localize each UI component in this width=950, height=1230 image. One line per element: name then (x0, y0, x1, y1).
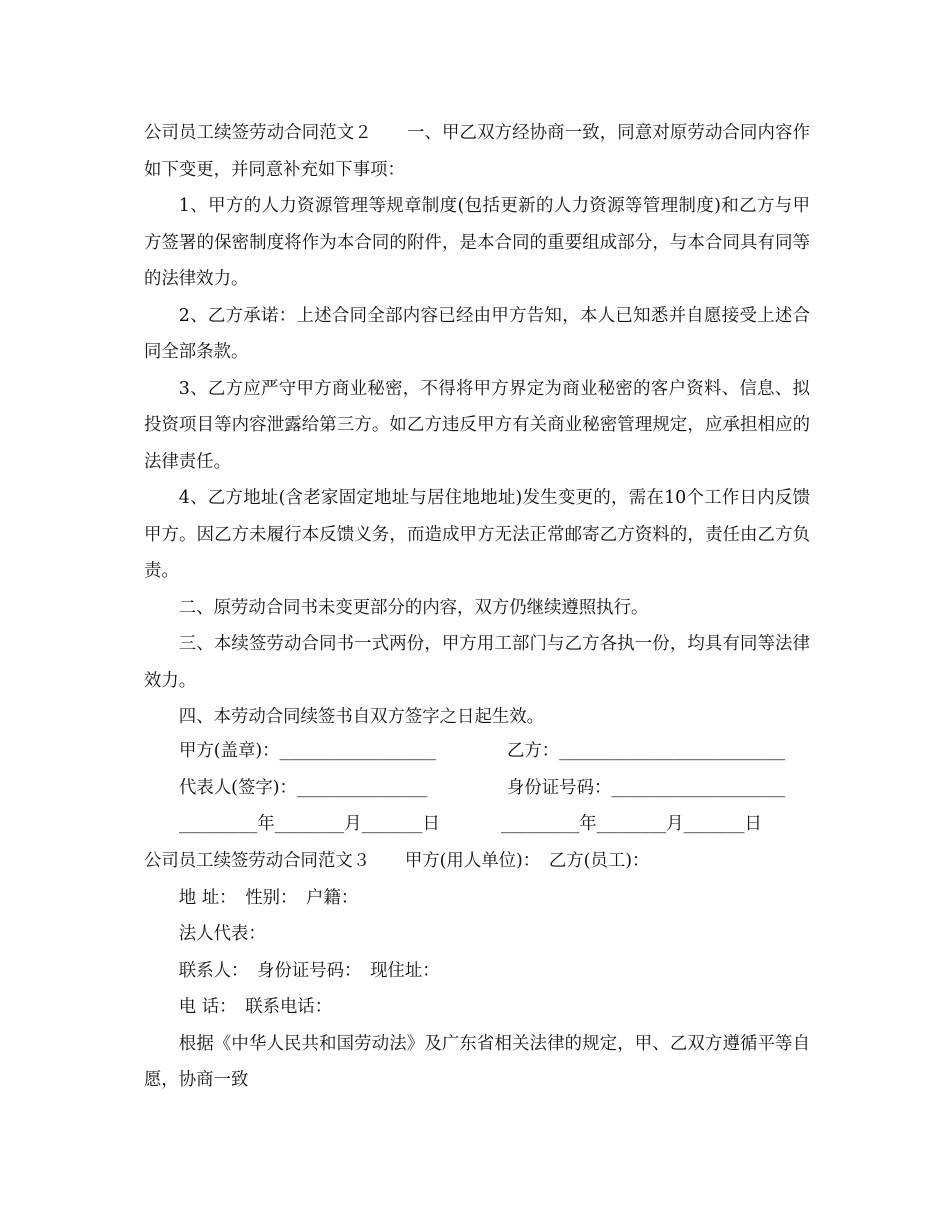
clause-3-paragraph: 3、乙方应严守甲方商业秘密，不得将甲方界定为商业秘密的客户资料、信息、拟投资项目等内容泄露给第三方。如乙方违反甲方有关商业秘密管理规定，应承担相应的法律责任。 (144, 378, 810, 472)
contract-text-top (144, 115, 810, 736)
date-line-left: _________年________月_______日 (179, 814, 440, 834)
clause-4-paragraph: 4、乙方地址(含老家固定地址与居住地地址)发生变更的，需在10个工作日内反馈甲方。因乙方未履行本反馈义务，而造成甲方无法正常邮寄乙方资料的，责任由乙方负责。 (144, 488, 810, 581)
legal-representative-line: 法人代表： (178, 924, 266, 944)
section3-heading-line: 公司员工续签劳动合同范文３ 甲方(用人单位)： 乙方(员工)： (144, 851, 650, 871)
article-3-paragraph: 三、本续签劳动合同书一式两份，甲方用工部门与乙方各执一份，均具有同等法律效力。 (144, 634, 810, 691)
id-number-line: 身份证号码：____________________ (507, 778, 786, 798)
party-b-line: 乙方：__________________________ (507, 741, 786, 761)
closing-paragraph: 根据《中华人民共和国劳动法》及广东省相关法律的规定，甲、乙双方遵循平等自愿，协商一致 (144, 1033, 810, 1090)
contract-text-bottom (144, 843, 810, 1099)
address-gender-household-line: 地 址： 性别： 户籍： (178, 887, 359, 908)
article-4-paragraph: 四、本劳动合同续签书自双方签字之日起生效。 (178, 707, 545, 727)
date-line-right: _________年________月_______日 (501, 814, 762, 834)
contact-id-residence-line: 联系人： 身份证号码： 现住址： (178, 960, 440, 981)
article-2-paragraph: 二、原劳动合同书未变更部分的内容，双方仍继续遵照执行。 (178, 597, 649, 618)
party-a-seal-line: 甲方(盖章)：__________________ (179, 741, 437, 761)
clause-1-paragraph: 1、甲方的人力资源管理等规章制度(包括更新的人力资源等管理制度)和乙方与甲方签署的保密制度将作为本合同的附件，是本合同的重要组成部分，与本合同具有同等的法律效力。 (144, 196, 810, 289)
representative-signature-line: 代表人(签字)：_______________ (179, 778, 428, 798)
phone-line: 电 话： 联系电话： (178, 997, 333, 1017)
clause-2-paragraph: 2、乙方承诺：上述合同全部内容已经由甲方告知，本人已知悉并自愿接受上述合同全部条款。 (144, 305, 810, 362)
section2-intro-paragraph: 公司员工续签劳动合同范文２ 一、甲乙双方经协商一致，同意对原劳动合同内容作如下变更，并同意补充如下事项： (144, 123, 810, 180)
